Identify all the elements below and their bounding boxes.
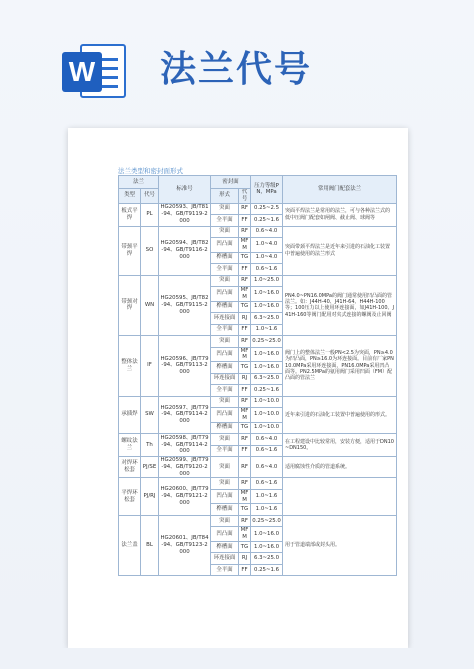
usage-cell: 适用腐蚀性介质的管道系统。 bbox=[283, 457, 397, 478]
standard-cell: HG20600、JB/T79-94、GB/T9121-2000 bbox=[159, 478, 211, 516]
flange-type-cell: 整体法兰 bbox=[119, 336, 141, 397]
seal-form-cell: 凹凸面 bbox=[211, 287, 239, 302]
seal-form-cell: 环连接面 bbox=[211, 553, 239, 565]
seal-form-cell: 突面 bbox=[211, 457, 239, 478]
seal-form-cell: 突面 bbox=[211, 275, 239, 287]
pressure-cell: 0.6~1.6 bbox=[251, 478, 283, 490]
flange-type-cell: 螺纹法兰 bbox=[119, 434, 141, 457]
seal-form-cell: 榫槽面 bbox=[211, 504, 239, 516]
pressure-cell: 0.25~1.6 bbox=[251, 385, 283, 397]
header-seal-code: 代号 bbox=[239, 189, 251, 204]
table-row bbox=[119, 434, 397, 446]
pressure-cell: 1.0~16.0 bbox=[251, 287, 283, 302]
flange-code-cell: PJ/RJ bbox=[141, 478, 159, 516]
standard-cell: HG20601、JB/T84-94、GB/T9123-2000 bbox=[159, 515, 211, 576]
pressure-cell: 1.0~16.0 bbox=[251, 362, 283, 374]
seal-code-cell: RJ bbox=[239, 313, 251, 325]
seal-form-cell: 突面 bbox=[211, 396, 239, 408]
usage-cell: 近年来引进的石油化工装置中普遍使用的形式。 bbox=[283, 396, 397, 434]
seal-code-cell: FF bbox=[239, 564, 251, 576]
flange-code-cell: PL bbox=[141, 203, 159, 226]
seal-form-cell: 全平面 bbox=[211, 445, 239, 457]
seal-form-cell: 突面 bbox=[211, 478, 239, 490]
standard-cell: HG20595、JB/T82-94、GB/T9115-2000 bbox=[159, 275, 211, 336]
seal-code-cell: TG bbox=[239, 301, 251, 313]
seal-form-cell: 凹凸面 bbox=[211, 238, 239, 253]
seal-form-cell: 突面 bbox=[211, 515, 239, 527]
seal-code-cell: MFM bbox=[239, 347, 251, 362]
seal-code-cell: MFM bbox=[239, 287, 251, 302]
flange-type-cell: 对焊环松套 bbox=[119, 457, 141, 478]
usage-cell: 用于管道端部或封头用。 bbox=[283, 515, 397, 576]
flange-code-cell: SO bbox=[141, 226, 159, 275]
seal-form-cell: 榫槽面 bbox=[211, 252, 239, 264]
seal-code-cell: RF bbox=[239, 336, 251, 348]
seal-code-cell: RF bbox=[239, 478, 251, 490]
seal-code-cell: RF bbox=[239, 515, 251, 527]
table-row bbox=[119, 457, 397, 478]
flange-type-cell: 法兰盖 bbox=[119, 515, 141, 576]
pressure-cell: 1.0~16.0 bbox=[251, 541, 283, 553]
pressure-cell: 1.0~16.0 bbox=[251, 301, 283, 313]
pressure-cell: 0.25~1.6 bbox=[251, 564, 283, 576]
seal-code-cell: MFM bbox=[239, 408, 251, 423]
seal-code-cell: RF bbox=[239, 203, 251, 215]
table-caption: 法兰类型和密封面形式 bbox=[118, 167, 183, 175]
flange-code-cell: PJ/SE bbox=[141, 457, 159, 478]
header-code: 代号 bbox=[141, 189, 159, 204]
table-row bbox=[119, 203, 397, 215]
pressure-cell: 6.3~25.0 bbox=[251, 313, 283, 325]
pressure-cell: 1.0~1.6 bbox=[251, 489, 283, 504]
pressure-cell: 1.0~4.0 bbox=[251, 238, 283, 253]
page-title: 法兰代号 bbox=[160, 49, 313, 90]
seal-code-cell: FF bbox=[239, 324, 251, 336]
pressure-cell: 6.3~25.0 bbox=[251, 553, 283, 565]
header-form: 形式 bbox=[211, 189, 239, 204]
seal-code-cell: FF bbox=[239, 385, 251, 397]
seal-form-cell: 全平面 bbox=[211, 324, 239, 336]
seal-code-cell: TG bbox=[239, 362, 251, 374]
document-page bbox=[68, 128, 408, 648]
page-footer-area bbox=[0, 648, 474, 669]
seal-form-cell: 凹凸面 bbox=[211, 347, 239, 362]
flange-type-cell: 带颈平焊 bbox=[119, 226, 141, 275]
seal-code-cell: MFM bbox=[239, 489, 251, 504]
usage-cell: 突面平焊法兰是常用的法兰，可与各种法兰式的低中压阀门配套如闸阀、截止阀、球阀等 bbox=[283, 203, 397, 226]
word-icon bbox=[62, 42, 128, 100]
flange-code-cell: Th bbox=[141, 434, 159, 457]
standard-cell: HG20597、JB/T79-94、GB/T9114-2000 bbox=[159, 396, 211, 434]
table-row bbox=[119, 336, 397, 348]
pressure-cell: 1.0~4.0 bbox=[251, 252, 283, 264]
seal-code-cell: TG bbox=[239, 422, 251, 434]
pressure-cell: 1.0~25.0 bbox=[251, 275, 283, 287]
standard-cell: HG20596、JB/T79-94、GB/T9113-2000 bbox=[159, 336, 211, 397]
pressure-cell: 1.0~10.0 bbox=[251, 422, 283, 434]
table-row bbox=[119, 226, 397, 238]
seal-form-cell: 突面 bbox=[211, 336, 239, 348]
seal-form-cell: 突面 bbox=[211, 203, 239, 215]
header-flange: 法兰 bbox=[119, 176, 159, 189]
seal-form-cell: 榫槽面 bbox=[211, 422, 239, 434]
word-icon-badge: W bbox=[62, 52, 102, 92]
table-row bbox=[119, 275, 397, 287]
pressure-cell: 0.25~25.0 bbox=[251, 515, 283, 527]
seal-code-cell: TG bbox=[239, 252, 251, 264]
seal-code-cell: FF bbox=[239, 215, 251, 227]
flange-table bbox=[118, 175, 397, 576]
seal-code-cell: RF bbox=[239, 275, 251, 287]
pressure-cell: 0.6~1.6 bbox=[251, 264, 283, 276]
flange-code-cell: SW bbox=[141, 396, 159, 434]
seal-form-cell: 榫槽面 bbox=[211, 541, 239, 553]
pressure-cell: 0.6~4.0 bbox=[251, 226, 283, 238]
header-standard: 标准号 bbox=[159, 176, 211, 204]
seal-code-cell: FF bbox=[239, 445, 251, 457]
seal-form-cell: 凹凸面 bbox=[211, 408, 239, 423]
header-seal: 密封面 bbox=[211, 176, 251, 189]
seal-form-cell: 环连接面 bbox=[211, 313, 239, 325]
pressure-cell: 1.0~16.0 bbox=[251, 347, 283, 362]
flange-code-cell: WN bbox=[141, 275, 159, 336]
flange-type-cell: 板式平焊 bbox=[119, 203, 141, 226]
seal-code-cell: TG bbox=[239, 541, 251, 553]
pressure-cell: 6.3~25.0 bbox=[251, 373, 283, 385]
header-usage: 常用阀门配套法兰 bbox=[283, 176, 397, 204]
pressure-cell: 0.25~2.5 bbox=[251, 203, 283, 215]
seal-form-cell: 全平面 bbox=[211, 385, 239, 397]
seal-form-cell: 榫槽面 bbox=[211, 301, 239, 313]
header bbox=[0, 0, 474, 122]
seal-code-cell: RF bbox=[239, 457, 251, 478]
seal-code-cell: FF bbox=[239, 264, 251, 276]
pressure-cell: 1.0~16.0 bbox=[251, 527, 283, 542]
table-row bbox=[119, 396, 397, 408]
standard-cell: HG20594、JB/T82-94、GB/T9116-2000 bbox=[159, 226, 211, 275]
table-row bbox=[119, 515, 397, 527]
flange-code-cell: BL bbox=[141, 515, 159, 576]
flange-type-cell: 平焊环松套 bbox=[119, 478, 141, 516]
seal-form-cell: 环连接面 bbox=[211, 373, 239, 385]
pressure-cell: 0.25~1.6 bbox=[251, 215, 283, 227]
pressure-cell: 0.6~1.6 bbox=[251, 445, 283, 457]
pressure-cell: 1.0~10.0 bbox=[251, 396, 283, 408]
flange-type-cell: 带颈对焊 bbox=[119, 275, 141, 336]
seal-form-cell: 全平面 bbox=[211, 215, 239, 227]
usage-cell: PN4.0~PN16.0MPa的阀门通常使用凹凸面的管法兰。如：J44H-40、J41H-64、H44H-100等；100压力以上使用环连接面，如J41H-100、J41H-160等阀门配用对夹式连接的螺阀及止回阀 bbox=[283, 275, 397, 336]
seal-code-cell: MFM bbox=[239, 527, 251, 542]
seal-form-cell: 凹凸面 bbox=[211, 527, 239, 542]
pressure-cell: 1.0~10.0 bbox=[251, 408, 283, 423]
seal-code-cell: RJ bbox=[239, 373, 251, 385]
flange-type-cell: 承插焊 bbox=[119, 396, 141, 434]
seal-form-cell: 突面 bbox=[211, 434, 239, 446]
pressure-cell: 0.25~25.0 bbox=[251, 336, 283, 348]
header-type: 类型 bbox=[119, 189, 141, 204]
header-pressure: 压力等级PN，MPa bbox=[251, 176, 283, 204]
seal-code-cell: RF bbox=[239, 226, 251, 238]
seal-code-cell: RF bbox=[239, 434, 251, 446]
seal-code-cell: RF bbox=[239, 396, 251, 408]
flange-code-cell: IF bbox=[141, 336, 159, 397]
usage-cell: 阀门上的整体法兰一般PN<2.5为突面，PN≥4.0为凹凸面，PN≥16.0为环连接面。目前有厂家PN10.0MPa采用环连接面，PN16.0MPa采用凹凸面等。PN2.5MPa的氨用阀门采用凹面（FM）配凸面的管法兰 bbox=[283, 336, 397, 397]
standard-cell: HG20599、JB/T79-94、GB/T9120-2000 bbox=[160, 457, 209, 477]
seal-form-cell: 突面 bbox=[211, 226, 239, 238]
usage-cell bbox=[283, 478, 397, 516]
seal-form-cell: 榫槽面 bbox=[211, 362, 239, 374]
seal-form-cell: 全平面 bbox=[211, 564, 239, 576]
table-row bbox=[119, 478, 397, 490]
pressure-cell: 0.6~4.0 bbox=[251, 457, 283, 478]
seal-form-cell: 凹凸面 bbox=[211, 489, 239, 504]
seal-code-cell: RJ bbox=[239, 553, 251, 565]
pressure-cell: 1.0~1.6 bbox=[251, 324, 283, 336]
seal-code-cell: MFM bbox=[239, 238, 251, 253]
seal-code-cell: TG bbox=[239, 504, 251, 516]
usage-cell: 突面带颈平焊法兰是近年来引进的石油化工装置中普遍使用的法兰形式 bbox=[283, 226, 397, 275]
standard-cell: HG20593、JB/T81-94、GB/T9119-2000 bbox=[159, 203, 211, 226]
standard-cell: HG20598、JB/T79-94、GB/T9114-2000 bbox=[159, 434, 211, 457]
usage-cell: 在工程建设中比较常用，安装方便，适用于DN10~DN150。 bbox=[283, 434, 397, 457]
seal-form-cell: 全平面 bbox=[211, 264, 239, 276]
pressure-cell: 0.6~4.0 bbox=[251, 434, 283, 446]
pressure-cell: 1.0~1.6 bbox=[251, 504, 283, 516]
